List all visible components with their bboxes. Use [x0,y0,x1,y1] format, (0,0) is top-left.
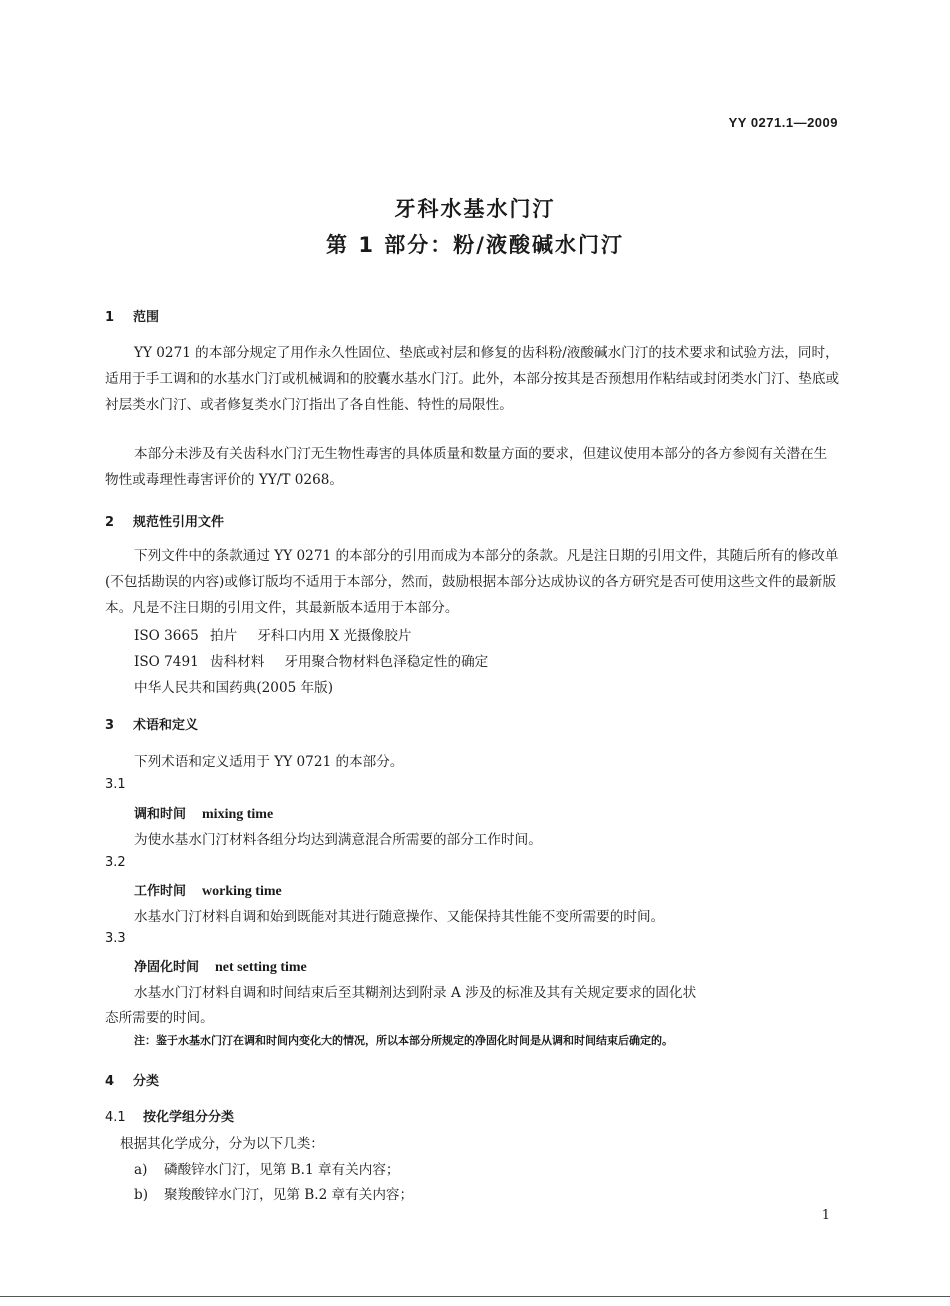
reference-title-part2: 牙用聚合物材料色泽稳定性的确定 [284,654,489,670]
term-en: net setting time [215,960,307,975]
classification-intro: 根据其化学成分，分为以下几类： [120,1136,324,1152]
term-definition: 水基水门汀材料自调和始到既能对其进行随意操作、又能保持其性能不变所需要的时间。 [134,909,665,925]
subsection-title: 按化学组分分类 [143,1110,235,1125]
document-title-line1: 牙科水基水门汀 [394,197,556,221]
subsection-number: 4.1 [105,1110,126,1125]
section-1-paragraph-2: 本部分未涉及有关齿科水门汀无生物性毒害的具体质量和数量方面的要求，但建议使用本部分的各方参阅有关潜在生物性或毒理性毒害评价的 YY/T 0268。 [105,446,828,488]
reference-title-part1: 拍片 [210,628,238,644]
term-definition-line2: 态所需要的时间。 [105,1010,214,1026]
page-number: 1 [821,1208,830,1223]
list-marker: b) [134,1187,149,1203]
reference-code: ISO 7491 [134,654,199,670]
reference-item [134,624,411,644]
section-number: 2 [105,515,115,530]
section-3-heading [105,714,198,733]
section-2-paragraph-1: 下列文件中的条款通过 YY 0271 的本部分的引用而成为本部分的条款。凡是注日期的引用文件，其随后所有的修改单(不包括勘误的内容)或修订版均不适用于本部分，然而，鼓励根据本部分达成协议的各方研究是否可使用这些文件的最新版本。凡是不注日期的引用文件，其最新版本适用于本部分。 [105,548,839,616]
reference-title-part2: 牙科口内用 X 光摄像胶片 [257,628,412,644]
term-cn: 调和时间 [134,807,187,822]
section-title: 术语和定义 [133,718,199,733]
list-text: 聚羧酸锌水门汀，见第 B.2 章有关内容； [164,1187,414,1203]
term-heading [134,803,273,823]
term-heading [134,880,282,900]
term-definition-line1: 水基水门汀材料自调和时间结束后至其糊剂达到附录 A 涉及的标准及其有关规定要求的固化状 [134,985,697,1001]
section-title: 范围 [133,310,160,325]
section-3-intro: 下列术语和定义适用于 YY 0721 的本部分。 [134,754,404,770]
note: 注：鉴于水基水门汀在调和时间内变化大的情况，所以本部分所规定的净固化时间是从调和时间结束后确定的。 [134,1034,673,1047]
section-1-paragraph-1: YY 0271 的本部分规定了用作永久性固位、垫底或衬层和修复的齿科粉/液酸碱水门汀的技术要求和试验方法，同时，适用于手工调和的水基水门汀或机械调和的胶囊水基水门汀。此外，本部分按其是否预想用作粘结或封闭类水门汀、垫底或衬层类水门汀、或者修复类水门汀指出了各自性能、特性的局限性。 [105,345,840,413]
term-definition: 为使水基水门汀材料各组分均达到满意混合所需要的部分工作时间。 [134,832,542,848]
term-heading [134,956,307,976]
reference-code: ISO 3665 [134,628,199,644]
document-title-line2: 第 1 部分：粉/液酸碱水门汀 [326,233,624,257]
list-item [134,1183,413,1203]
section-title: 规范性引用文件 [133,515,225,530]
subsection-4-1-heading [105,1106,234,1125]
term-number: 3.1 [105,777,126,792]
term-cn: 工作时间 [134,884,187,899]
reference-item-pharmacopoeia: 中华人民共和国药典(2005 年版) [134,680,334,696]
section-title: 分类 [133,1074,160,1089]
section-number: 3 [105,718,115,733]
scan-edge-line [0,1296,950,1297]
section-1-heading [105,306,159,325]
term-cn: 净固化时间 [134,960,200,975]
term-en: working time [202,884,282,899]
term-en: mixing time [202,807,274,822]
term-number: 3.3 [105,931,126,946]
standard-code: YY 0271.1—2009 [728,115,838,130]
reference-title-part1: 齿科材料 [210,654,265,670]
list-marker: a) [134,1162,148,1178]
term-number: 3.2 [105,855,126,870]
list-item [134,1158,400,1178]
reference-item [134,650,488,670]
list-text: 磷酸锌水门汀，见第 B.1 章有关内容； [164,1162,400,1178]
section-number: 4 [105,1074,115,1089]
section-number: 1 [105,310,115,325]
section-4-heading [105,1070,159,1089]
section-2-heading [105,511,224,530]
